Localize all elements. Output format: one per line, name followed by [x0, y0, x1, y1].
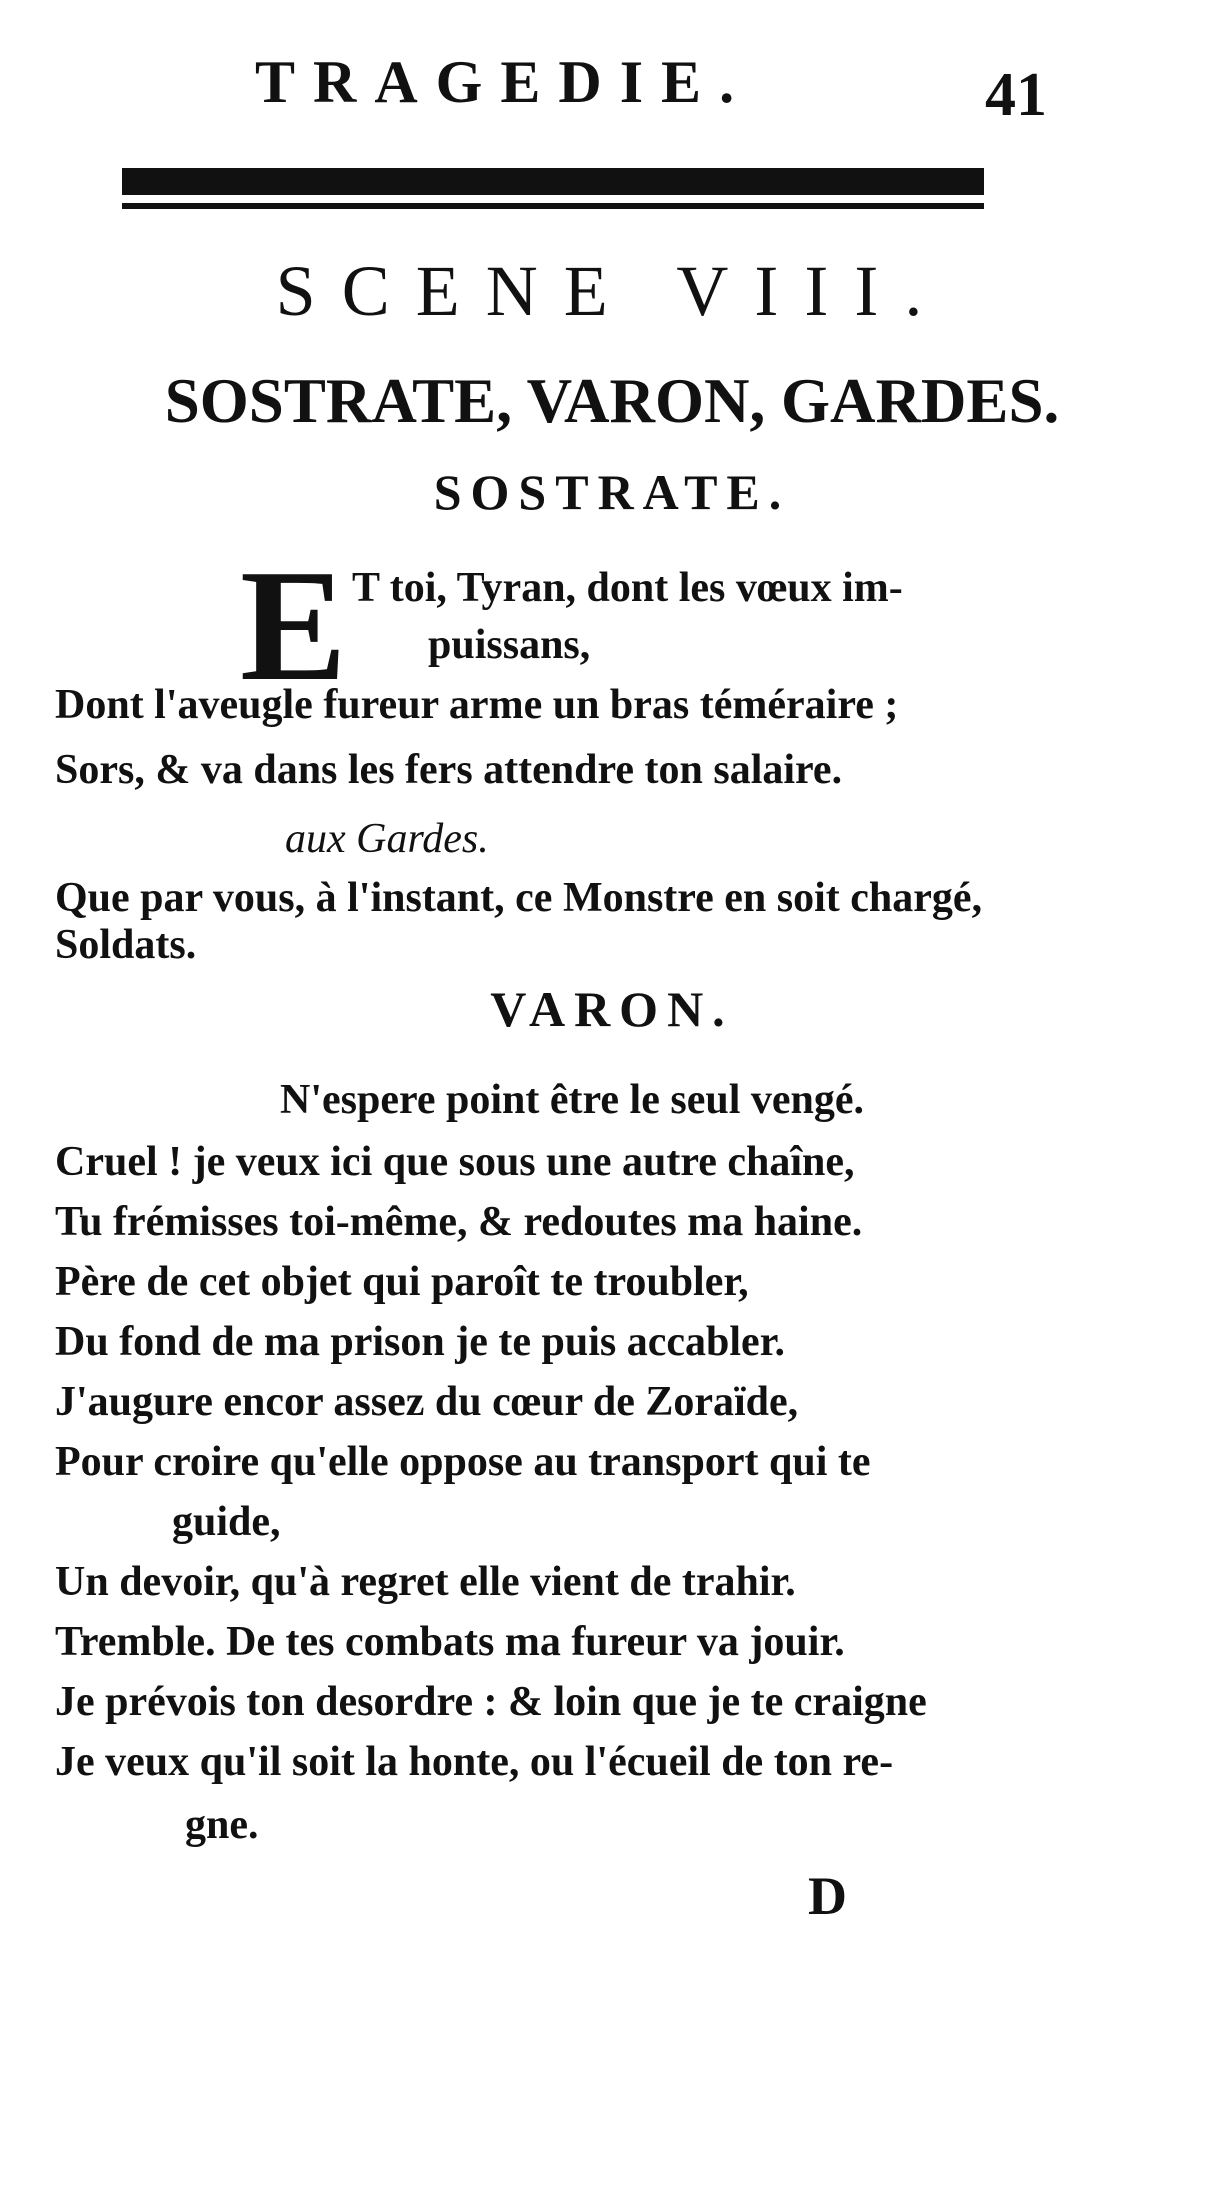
verse-line: Un devoir, qu'à regret elle vient de trahir. — [55, 1559, 796, 1605]
verse-line: Je veux qu'il soit la honte, ou l'écueil de ton re- — [55, 1739, 894, 1785]
verse-line: gne. — [185, 1802, 259, 1848]
verse-line: Tremble. De tes combats ma fureur va jouir. — [55, 1619, 845, 1665]
verse-line: Du fond de ma prison je te puis accabler. — [55, 1319, 785, 1365]
speaker-name: VARON. — [490, 981, 734, 1037]
drop-cap: E — [240, 536, 347, 714]
verse-line: Je prévois ton desordre : & loin que je te craigne — [55, 1679, 927, 1725]
verse-line: J'augure encor assez du cœur de Zoraïde, — [55, 1379, 799, 1425]
verse-line: Cruel ! je veux ici que sous une autre chaîne, — [55, 1139, 855, 1185]
page-number: 41 — [985, 61, 1047, 129]
signature-mark: D — [808, 1866, 847, 1926]
verse-line: puissans, — [428, 622, 591, 668]
verse-line: Dont l'aveugle fureur arme un bras téméraire ; — [55, 682, 899, 728]
header-rule-thick — [122, 168, 984, 195]
verse-line: Tu frémisses toi-même, & redoutes ma haine. — [55, 1199, 863, 1245]
running-head: TRAGEDIE. — [255, 49, 753, 115]
speaker-name: SOSTRATE. — [433, 464, 791, 520]
verse-line: Que par vous, à l'instant, ce Monstre en soit chargé, — [55, 875, 983, 921]
verse-line: guide, — [172, 1499, 281, 1545]
header-rule-thin — [122, 203, 984, 209]
verse-line: Sors, & va dans les fers attendre ton salaire. — [55, 747, 843, 793]
scene-title: SCENE VIII. — [275, 251, 949, 331]
verse-line: T toi, Tyran, dont les vœux im- — [352, 565, 903, 611]
stage-direction: aux Gardes. — [285, 816, 489, 862]
verse-line: Pour croire qu'elle oppose au transport qui te — [55, 1439, 871, 1485]
verse-line: N'espere point être le seul vengé. — [280, 1077, 865, 1123]
cast-list: SOSTRATE, VARON, GARDES. — [164, 366, 1060, 436]
verse-line: Soldats. — [55, 922, 197, 968]
verse-line: Père de cet objet qui paroît te troubler, — [55, 1259, 749, 1305]
